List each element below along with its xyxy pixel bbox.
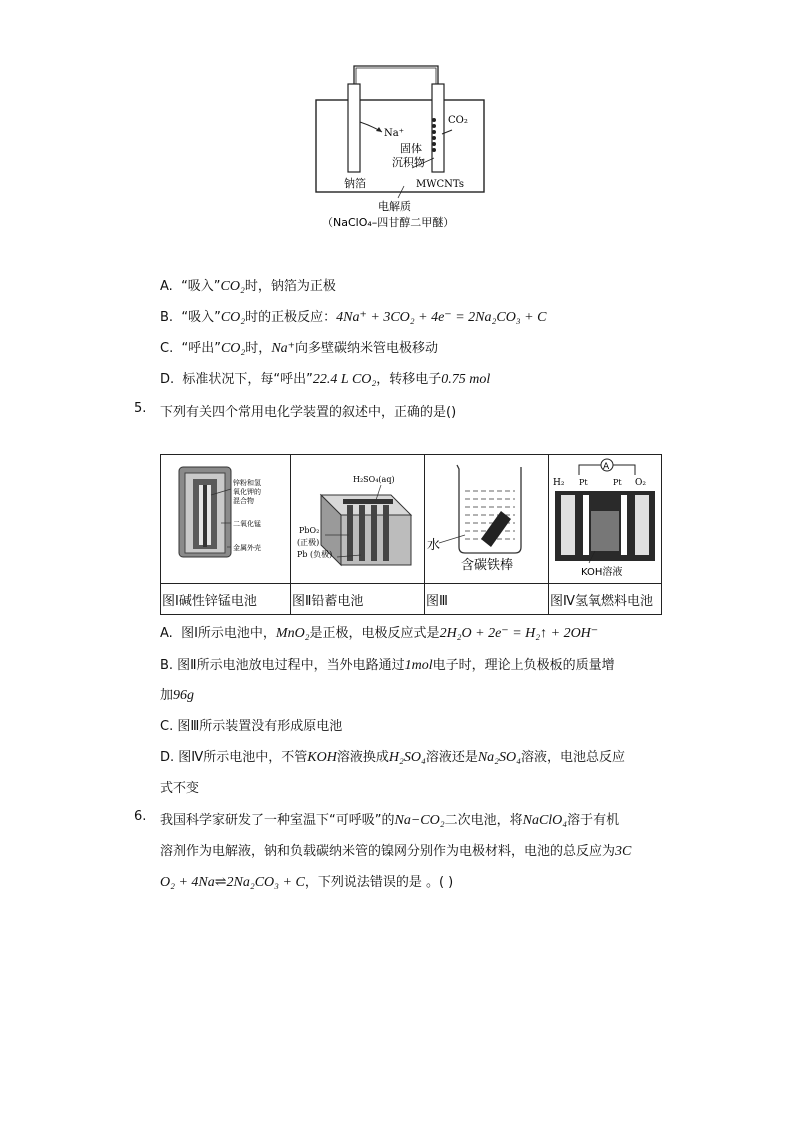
fig4-label-h2: H₂ [553,478,565,488]
alkaline-zinc-manganese-cell [161,455,290,579]
q4-option-c: C. “呼出”CO₂时，Na⁺向多壁碳纳米管电极移动 [160,341,439,356]
q5-stem: 下列有关四个常用电化学装置的叙述中，正确的是() [160,405,457,420]
sodium-foil-label: 钠箔 [344,177,366,190]
fig2-label-pb: Pb (负极) [297,550,333,559]
q5-option-a: A. 图Ⅰ所示电池中，MnO₂是正极，电极反应式是2H₂O + 2e⁻ = H₂↑ + 2OH⁻ [160,626,599,641]
q5-figure-table [160,454,662,615]
lead-acid-battery [291,455,424,579]
fig4-ammeter-label: A [603,462,610,472]
beaker-iron-rod [425,455,548,579]
q4-option-a: A. “吸入”CO₂时，钠箔为正极 [160,279,336,294]
fig2-cell [291,455,425,584]
fig3-caption: 图Ⅲ [425,584,549,615]
q6-number: 6. [134,809,147,824]
fig1-label-shell: 金属外壳 [233,544,261,552]
deposit-label-1: 固体 [400,142,422,155]
fig4-caption: 图Ⅳ氢氧燃料电池 [549,584,662,615]
q4-option-b: B. “吸入”CO₂时的正极反应：4Na⁺ + 3CO₂ + 4e⁻ = 2Na₂CO₃ + C [160,310,547,325]
q4-option-d: D. 标准状况下，每“呼出”22.4 L CO₂，转移电子0.75 mol [160,372,491,387]
q6-line2: 溶剂作为电解液，钠和负载碳纳米管的镍网分别作为电极材料，电池的总反应为3C [160,844,632,859]
q6-line1: 我国科学家研发了一种室温下“可呼吸”的Na−CO₂二次电池，将NaClO₄溶于有机 [160,813,620,828]
fig3-label-rod: 含碳铁棒 [461,558,514,573]
fig1-caption: 图Ⅰ碱性锌锰电池 [161,584,291,615]
fig1-cell [161,455,291,584]
na-co2-cell-diagram [300,60,500,235]
mwcnts-label: MWCNTs [416,179,464,190]
fig1-label-koh: 氧化钾的 [233,488,261,496]
fig1-label-mno2: 二氧化锰 [233,520,261,528]
q5-option-b-line2: 加96g [160,688,195,703]
fig2-label-acid: H₂SO₄(aq) [353,475,395,484]
q5-option-d-line1: D. 图Ⅳ所示电池中，不管KOH溶液换成H₂SO₄溶液还是Na₂SO₄溶液，电池总反应 [160,750,626,765]
electrolyte-formula: （NaClO₄–四甘醇二甲醚） [322,216,455,229]
fig3-cell [425,455,549,584]
na-ion-label: Na⁺ [384,128,404,139]
q5-option-d-line2: 式不变 [160,781,200,796]
fig4-cell [549,455,662,584]
fig1-label-mix: 混合物 [233,497,254,505]
electrolyte-label: 电解质 [378,200,411,213]
q5-option-b-line1: B. 图Ⅱ所示电池放电过程中，当外电路通过1mol电子时，理论上负极板的质量增 [160,658,615,673]
co2-label: CO₂ [448,115,468,126]
fig2-label-positive: (正极) [297,538,320,547]
deposit-label-2: 沉积物 [392,156,425,169]
fig3-label-water: 水 [427,538,441,553]
hydrogen-oxygen-fuel-cell [549,455,661,579]
fig4-label-koh: KOH溶液 [581,567,623,578]
q5-number: 5. [134,401,147,416]
fig4-label-pt-left: Pt [579,478,588,487]
q6-line3: O₂ + 4Na⇌2Na₂CO₃ + C，下列说法错误的是 。( ) [160,875,454,890]
fig4-label-o2: O₂ [635,478,646,488]
fig2-label-pbo2: PbO₂ [299,526,320,535]
q5-option-c: C. 图Ⅲ所示装置没有形成原电池 [160,719,343,734]
fig1-label-zinc: 锌粉和氢 [233,479,261,487]
fig2-caption: 图Ⅱ铅蓄电池 [291,584,425,615]
fig4-label-pt-right: Pt [613,478,622,487]
